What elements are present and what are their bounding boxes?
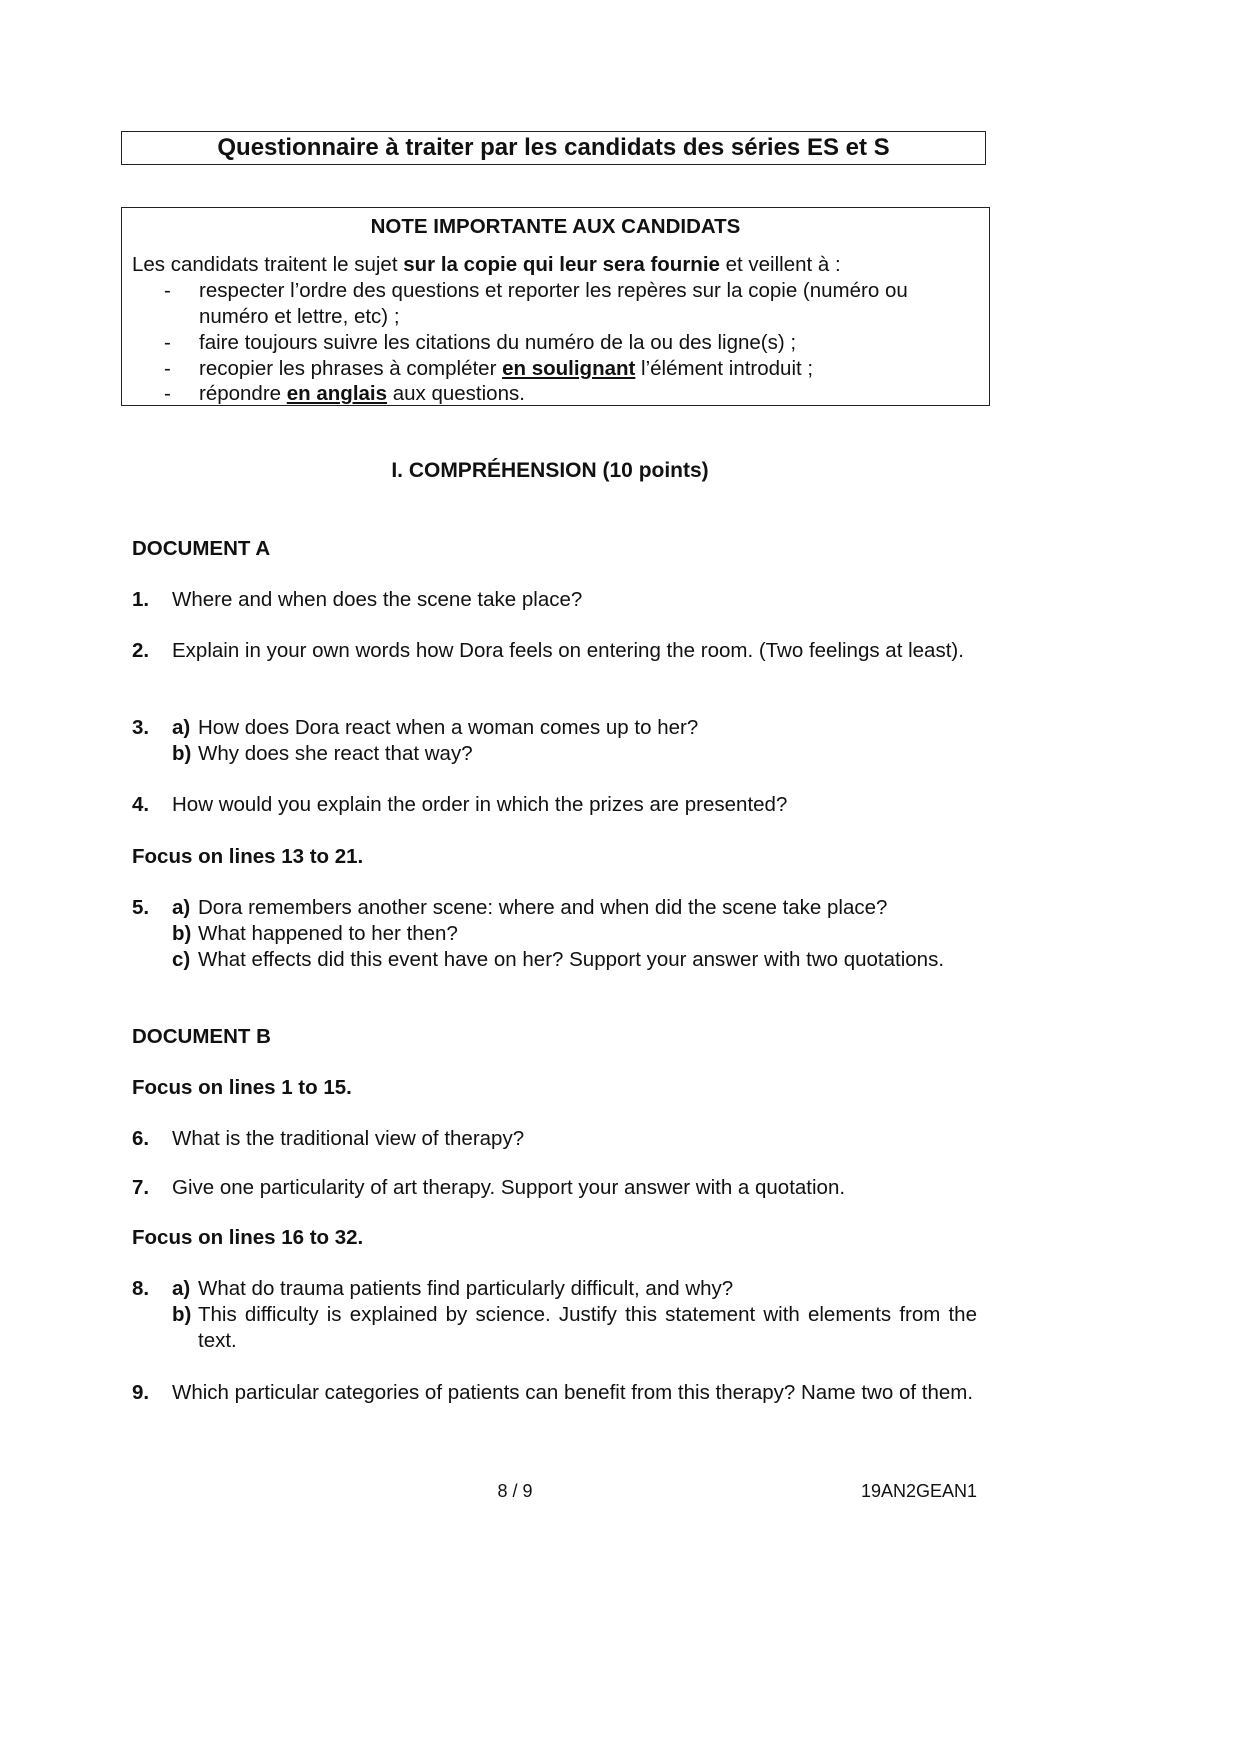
note-item-part: aux questions. bbox=[387, 382, 525, 405]
sub-question-b bbox=[172, 1302, 977, 1354]
question-number: 3. bbox=[132, 716, 150, 739]
page-number: 8 / 9 bbox=[497, 1481, 533, 1501]
question-body bbox=[172, 715, 977, 767]
page-title bbox=[121, 131, 986, 165]
bullet-dash: - bbox=[164, 382, 171, 405]
question-number: 5. bbox=[132, 896, 150, 919]
question-1 bbox=[132, 587, 977, 613]
note-item-english bbox=[164, 381, 979, 407]
note-item-part: l’élément introduit ; bbox=[635, 357, 814, 380]
sub-text: Dora remembers another scene: where and when did the scene take place? bbox=[198, 896, 888, 919]
note-item-text: respecter l’ordre des questions et reporter les repères sur la copie (numéro ou numéro et lettre, etc) ; bbox=[199, 279, 908, 328]
question-8 bbox=[132, 1276, 977, 1354]
question-3 bbox=[132, 715, 977, 767]
focus-lines-16-32: Focus on lines 16 to 32. bbox=[132, 1226, 364, 1249]
focus-lines-1-15: Focus on lines 1 to 15. bbox=[132, 1076, 352, 1099]
question-text: What is the traditional view of therapy? bbox=[172, 1127, 525, 1150]
note-intro-end: et veillent à : bbox=[719, 253, 841, 276]
note-intro bbox=[132, 253, 841, 277]
note-item-order bbox=[164, 278, 979, 330]
question-7 bbox=[132, 1175, 977, 1201]
question-number: 1. bbox=[132, 588, 150, 611]
sub-text: What do trauma patients find particularly difficult, and why? bbox=[198, 1277, 734, 1300]
sub-label: a) bbox=[172, 896, 191, 919]
note-item-part: répondre bbox=[199, 382, 287, 405]
question-text: How would you explain the order in which the prizes are presented? bbox=[172, 793, 788, 816]
question-5 bbox=[132, 895, 977, 973]
document-a-heading: DOCUMENT A bbox=[132, 537, 271, 560]
question-body bbox=[172, 1276, 977, 1354]
question-text: Which particular categories of patients can benefit from this therapy? Name two of them. bbox=[172, 1381, 974, 1404]
sub-label: b) bbox=[172, 922, 192, 945]
question-6 bbox=[132, 1126, 977, 1152]
question-body bbox=[172, 895, 977, 973]
question-4 bbox=[132, 792, 977, 818]
note-item-underline bbox=[164, 356, 979, 382]
question-text: Explain in your own words how Dora feels on entering the room. (Two feelings at least). bbox=[172, 639, 964, 662]
note-item-underlined: en soulignant bbox=[502, 357, 636, 380]
sub-question-c bbox=[172, 947, 977, 973]
note-intro-text: Les candidats traitent le sujet bbox=[132, 253, 404, 276]
sub-label: a) bbox=[172, 1277, 191, 1300]
note-item-part: recopier les phrases à compléter bbox=[199, 357, 503, 380]
question-number: 7. bbox=[132, 1176, 150, 1199]
question-2 bbox=[132, 638, 977, 664]
bullet-dash: - bbox=[164, 279, 171, 302]
sub-text: How does Dora react when a woman comes up to her? bbox=[198, 716, 699, 739]
candidate-note-box bbox=[121, 207, 990, 406]
section-title: I. COMPRÉHENSION (10 points) bbox=[391, 459, 709, 482]
sub-label: b) bbox=[172, 1303, 192, 1326]
sub-text: Why does she react that way? bbox=[198, 742, 473, 765]
note-heading: NOTE IMPORTANTE AUX CANDIDATS bbox=[370, 215, 741, 238]
sub-text: What happened to her then? bbox=[198, 922, 458, 945]
question-text: Give one particularity of art therapy. Support your answer with a quotation. bbox=[172, 1176, 846, 1199]
sub-label: b) bbox=[172, 742, 192, 765]
note-item-text bbox=[199, 381, 979, 407]
sub-label: c) bbox=[172, 948, 191, 971]
exam-code: 19AN2GEAN1 bbox=[860, 1481, 977, 1501]
sub-text: This difficulty is explained by science. Justify this statement with elements from the text. bbox=[198, 1303, 977, 1352]
sub-question-a bbox=[172, 1276, 977, 1302]
question-number: 6. bbox=[132, 1127, 150, 1150]
sub-question-a bbox=[172, 715, 977, 741]
bullet-dash: - bbox=[164, 331, 171, 354]
sub-question-a bbox=[172, 895, 977, 921]
bullet-dash: - bbox=[164, 357, 171, 380]
note-item-text: faire toujours suivre les citations du numéro de la ou des ligne(s) ; bbox=[199, 331, 797, 354]
note-item-citations bbox=[164, 330, 979, 356]
question-number: 8. bbox=[132, 1277, 150, 1300]
question-number: 9. bbox=[132, 1381, 150, 1404]
focus-lines-13-21: Focus on lines 13 to 21. bbox=[132, 845, 364, 868]
sub-question-b bbox=[172, 741, 977, 767]
page-title-text: Questionnaire à traiter par les candidats des séries ES et S bbox=[217, 134, 890, 161]
question-9 bbox=[132, 1380, 977, 1406]
question-text: Where and when does the scene take place? bbox=[172, 588, 583, 611]
question-number: 4. bbox=[132, 793, 150, 816]
sub-question-b bbox=[172, 921, 977, 947]
sub-text: What effects did this event have on her? Support your answer with two quotations. bbox=[198, 948, 945, 971]
document-b-heading: DOCUMENT B bbox=[132, 1025, 271, 1048]
note-intro-bold: sur la copie qui leur sera fournie bbox=[403, 253, 720, 276]
note-item-underlined: en anglais bbox=[286, 382, 388, 405]
sub-label: a) bbox=[172, 716, 191, 739]
question-number: 2. bbox=[132, 639, 150, 662]
note-item-text bbox=[199, 356, 979, 382]
